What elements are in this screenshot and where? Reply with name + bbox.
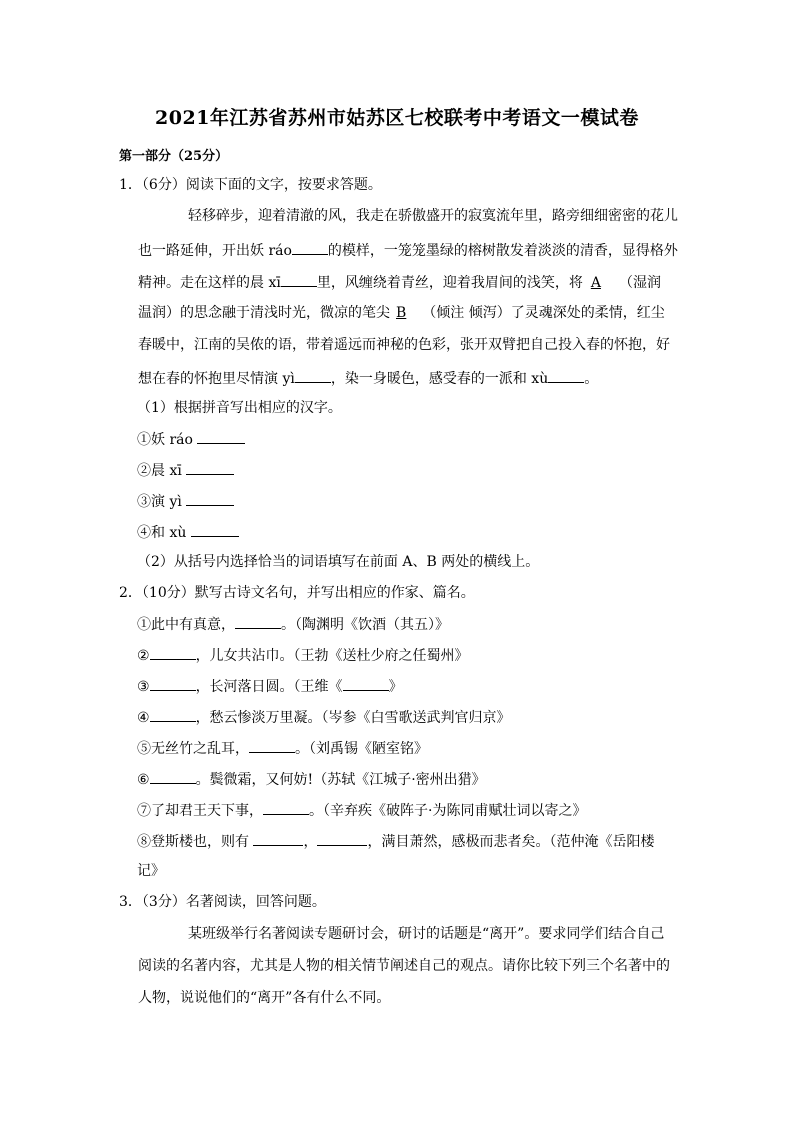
question-3-stem: 3．（3分）名著阅读，回答问题。 [119,894,326,910]
q2-blank-2[interactable] [150,645,196,660]
answer-blank-2[interactable] [186,460,234,475]
q1-subquestion-2: （2）从括号内选择恰当的词语填写在前面 A、B 两处的横线上。 [137,554,540,570]
exam-title: 2021年江苏省苏州市姑苏区七校联考中考语文一模试卷 [155,107,639,129]
q3-line-3: 人物，说说他们的“离开”各有什么不同。 [138,990,391,1006]
q2-blank-1[interactable] [235,614,281,629]
section-heading: 第一部分（25分） [119,149,229,164]
question-1-stem: 1．（6分）阅读下面的文字，按要求答题。 [119,177,382,193]
blank-xu[interactable] [548,368,584,383]
q1-option-3: ③演 yì [137,491,234,511]
q1-passage-line-4: 温润）的思念融于清浅时光，微凉的笔尖 B （倾注 倾泻）了灵魂深处的柔情，红尘 [138,305,665,321]
q2-blank-7[interactable] [263,800,309,815]
q2-line-7: ⑦了却君王天下事， 。（辛弃疾《破阵子·为陈同甫赋壮词以寄之》 [137,800,586,820]
q2-blank-8b[interactable] [317,831,367,846]
q2-line-5: ⑤无丝竹之乱耳， 。（刘禹锡《陋室铭》 [137,738,428,758]
q3-line-1: 某班级举行名著阅读专题研讨会，研讨的话题是“离开”。要求同学们结合自己 [188,926,665,942]
q1-option-4: ④和 xù [137,522,239,542]
blank-rao[interactable] [292,240,328,255]
q1-passage-line-1: 轻移碎步，迎着清澈的风，我走在骄傲盛开的寂寞流年里，路旁细细密密的花儿 [188,208,678,224]
question-2-stem: 2．（10分）默写古诗文名句，并写出相应的作家、篇名。 [119,585,475,601]
q1-option-2: ②晨 xī [137,460,234,480]
q2-line-1: ①此中有真意， 。（陶渊明《饮酒（其五）》 [137,614,449,634]
answer-blank-4[interactable] [191,522,239,537]
q2-blank-3[interactable] [150,676,196,691]
q1-passage-line-2: 也一路延伸，开出妖 ráo 的模样，一笼笼墨绿的榕树散发着淡淡的清香，显得格外 [138,240,678,260]
q2-blank-8a[interactable] [253,831,303,846]
blank-b[interactable]: B [396,305,407,321]
answer-blank-3[interactable] [186,491,234,506]
q2-blank-6[interactable] [150,769,196,784]
blank-a[interactable]: A [590,275,601,291]
q2-blank-3-title[interactable] [343,676,389,691]
q2-line-6: ⑥ 。鬓微霜，又何妨!（苏轼《江城子·密州出猎》 [137,769,486,789]
q2-line-8-cont: 记》 [137,863,165,879]
blank-yi[interactable] [295,368,331,383]
q2-blank-5[interactable] [249,738,295,753]
blank-xi[interactable] [281,272,317,287]
q1-option-1: ①妖 ráo [137,429,245,449]
q1-passage-line-5: 春暖中，江南的吴侬的语，带着遥远而神秘的色彩，张开双臂把自己投入春的怀抱，好 [138,337,670,353]
q1-subquestion-1: （1）根据拼音写出相应的汉字。 [137,400,342,416]
q1-passage-line-3: 精神。走在这样的晨 xī 里，风缠绕着青丝，迎着我眉间的浅笑，将 A （湿润 [138,272,661,292]
q2-line-4: ④ ，愁云惨淡万里凝。（岑参《白雪歌送武判官归京》 [137,707,511,727]
q2-blank-4[interactable] [150,707,196,722]
q3-line-2: 阅读的名著内容，尤其是人物的相关情节阐述自己的观点。请你比较下列三个名著中的 [138,958,670,974]
q2-line-3: ③ ，长河落日圆。（王维《 》 [137,676,403,696]
q2-line-2: ② ，儿女共沾巾。（王勃《送杜少府之任蜀州》 [137,645,469,665]
q1-passage-line-6: 想在春的怀抱里尽情演 yì ，染一身暖色，感受春的一派和 xù 。 [138,368,598,388]
answer-blank-1[interactable] [197,429,245,444]
q2-line-8: ⑧登斯楼也，则有 ， ，满目萧然，感极而悲者矣。（范仲淹《岳阳楼 [137,831,654,851]
